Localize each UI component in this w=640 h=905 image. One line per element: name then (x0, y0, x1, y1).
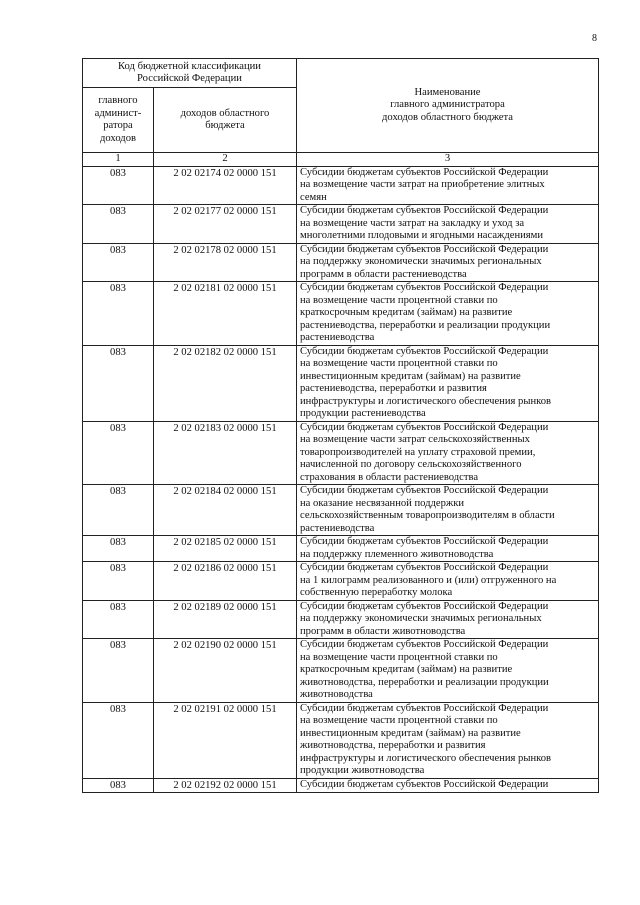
budget-classification-group-header (83, 59, 297, 88)
income-name-line: начисленной по договору сельскохозяйственного (300, 459, 522, 470)
header-line: админист- (94, 107, 142, 119)
admin-code-cell: 083 (83, 702, 154, 778)
table-row (83, 536, 599, 562)
income-name-line: инфраструктуры и логистического обеспечения рынков (300, 395, 552, 407)
income-code-cell: 2 02 02189 02 0000 151 (154, 600, 297, 639)
admin-code-cell: 083 (83, 600, 154, 639)
income-name-line: Субсидии бюджетам субъектов Российской Федерации (300, 166, 549, 178)
revenue-classification-table (82, 58, 599, 793)
admin-code-cell: 083 (83, 345, 154, 421)
income-name-line: на поддержку экономически значимых региональных (300, 613, 542, 624)
admin-code-cell: 083 (83, 536, 154, 562)
table-row (83, 702, 599, 778)
income-name-line: растениеводства, переработки и развития (300, 383, 487, 394)
income-code-cell: 2 02 02185 02 0000 151 (154, 536, 297, 562)
income-name-line: на возмещение части процентной ставки по (300, 358, 498, 369)
income-name-line: на возмещение части процентной ставки по (300, 715, 498, 726)
income-name-cell (297, 166, 599, 205)
income-name-line: на возмещение части процентной ставки по (300, 651, 498, 663)
income-name-line: программ в области растениеводства (300, 268, 467, 280)
income-name-cell (297, 702, 599, 778)
table-row (83, 243, 599, 282)
income-name-line: на поддержку племенного животноводства (300, 548, 494, 560)
header-line: ратора (103, 120, 133, 131)
income-name-line: семян (300, 191, 327, 203)
income-name-line: на оказание несвязанной поддержки (300, 497, 465, 509)
header-line: главного администратора (390, 99, 505, 111)
income-name-line: животноводства, переработки и развития (300, 740, 486, 751)
income-name-cell (297, 639, 599, 703)
header-line: доходов областного (180, 107, 270, 119)
income-name-line: Субсидии бюджетам субъектов Российской Федерации (300, 562, 549, 573)
income-name-cell (297, 345, 599, 421)
income-name-line: животноводства (300, 689, 373, 700)
table-row (83, 166, 599, 205)
income-name-line: инфраструктуры и логистического обеспечения рынков (300, 752, 552, 764)
income-name-cell (297, 243, 599, 282)
table-row (83, 345, 599, 421)
income-code-cell: 2 02 02177 02 0000 151 (154, 205, 297, 244)
income-name-line: растениеводства (300, 522, 375, 534)
table-row (83, 600, 599, 639)
income-name-line: Субсидии бюджетам субъектов Российской Федерации (300, 345, 549, 357)
income-name-line: краткосрочным кредитам (займам) на развитие (300, 664, 513, 675)
income-code-cell: 2 02 02190 02 0000 151 (154, 639, 297, 703)
income-name-cell (297, 205, 599, 244)
income-name-line: краткосрочным кредитам (займам) на развитие (300, 307, 513, 318)
income-name-line: на возмещение части затрат на закладку и уход за (300, 217, 525, 229)
table-row (83, 485, 599, 536)
income-name-cell (297, 485, 599, 536)
income-name-line: программ в области животноводства (300, 625, 466, 637)
income-code-cell: 2 02 02192 02 0000 151 (154, 778, 297, 793)
header-line: доходов областного бюджета (382, 111, 513, 123)
income-code-cell: 2 02 02184 02 0000 151 (154, 485, 297, 536)
admin-code-cell: 083 (83, 166, 154, 205)
admin-code-cell: 083 (83, 421, 154, 485)
income-code-cell: 2 02 02178 02 0000 151 (154, 243, 297, 282)
income-name-line: продукции животноводства (300, 765, 425, 776)
admin-code-cell: 083 (83, 485, 154, 536)
column-number-row (83, 153, 599, 167)
income-name-cell (297, 421, 599, 485)
income-name-line: животноводства, переработки и реализации продукции (300, 676, 549, 688)
header-line: доходов (100, 132, 136, 144)
income-name-line: растениеводства (300, 332, 375, 343)
admin-code-cell: 083 (83, 205, 154, 244)
income-name-line: Субсидии бюджетам субъектов Российской Федерации (300, 205, 549, 216)
income-name-line: товаропроизводителей на уплату страховой премии, (300, 446, 536, 458)
income-name-line: на возмещение части процентной ставки по (300, 294, 498, 306)
table-row (83, 778, 599, 793)
income-name-cell (297, 562, 599, 601)
income-name-line: на поддержку экономически значимых региональных (300, 256, 542, 267)
admin-code-cell: 083 (83, 282, 154, 346)
income-code-cell: 2 02 02191 02 0000 151 (154, 702, 297, 778)
table-header (83, 59, 599, 167)
table-body (83, 166, 599, 793)
income-code-cell: 2 02 02182 02 0000 151 (154, 345, 297, 421)
header-line: Российской Федерации (137, 73, 242, 84)
income-name-line: на 1 килограмм реализованного и (или) отгруженного на (300, 574, 557, 586)
income-name-line: растениеводства, переработки и реализации продукции (300, 319, 551, 331)
income-name-line: Субсидии бюджетам субъектов Российской Федерации (300, 536, 549, 547)
income-name-line: продукции растениеводства (300, 408, 426, 419)
header-line: Код бюджетной классификации (118, 60, 261, 72)
income-name-line: сельскохозяйственным товаропроизводителям в области (300, 510, 555, 521)
income-code-cell: 2 02 02183 02 0000 151 (154, 421, 297, 485)
income-name-line: Субсидии бюджетам субъектов Российской Федерации (300, 639, 549, 650)
income-name-line: Субсидии бюджетам субъектов Российской Федерации (300, 282, 549, 293)
table-row (83, 421, 599, 485)
income-name-line: многолетними плодовыми и ягодными насаждениями (300, 230, 544, 241)
income-name-cell (297, 778, 599, 793)
income-code-cell: 2 02 02174 02 0000 151 (154, 166, 297, 205)
income-name-line: Субсидии бюджетам субъектов Российской Федерации (300, 600, 549, 612)
table-row (83, 282, 599, 346)
column-number: 1 (83, 153, 154, 167)
income-name-line: на возмещение части затрат на приобретение элитных (300, 179, 545, 190)
income-name-line: на возмещение части затрат сельскохозяйственных (300, 434, 530, 445)
column-number: 3 (297, 153, 599, 167)
income-code-column-header (154, 88, 297, 153)
admin-code-cell: 083 (83, 639, 154, 703)
income-name-line: инвестиционным кредитам (займам) на развитие (300, 727, 521, 739)
admin-code-cell: 083 (83, 243, 154, 282)
income-name-line: Субсидии бюджетам субъектов Российской Федерации (300, 243, 549, 255)
income-name-line: Субсидии бюджетам субъектов Российской Федерации (300, 778, 549, 790)
income-name-line: Субсидии бюджетам субъектов Российской Федерации (300, 485, 549, 496)
table-row (83, 562, 599, 601)
header-line: бюджета (205, 120, 245, 131)
table-row (83, 639, 599, 703)
column-number: 2 (154, 153, 297, 167)
header-line: главного (98, 95, 138, 106)
admin-code-cell: 083 (83, 562, 154, 601)
admin-column-header (83, 88, 154, 153)
header-line: Наименование (414, 86, 481, 98)
income-name-cell (297, 536, 599, 562)
income-name-line: Субсидии бюджетам субъектов Российской Федерации (300, 702, 549, 714)
income-code-cell: 2 02 02181 02 0000 151 (154, 282, 297, 346)
name-column-header (297, 59, 599, 153)
income-name-line: страхования в области растениеводства (300, 471, 479, 483)
income-name-cell (297, 282, 599, 346)
income-code-cell: 2 02 02186 02 0000 151 (154, 562, 297, 601)
income-name-line: собственную переработку молока (300, 587, 453, 598)
income-name-line: Субсидии бюджетам субъектов Российской Федерации (300, 421, 549, 433)
income-name-line: инвестиционным кредитам (займам) на развитие (300, 370, 521, 382)
table-row (83, 205, 599, 244)
admin-code-cell: 083 (83, 778, 154, 793)
page-number: 8 (592, 33, 597, 44)
income-name-cell (297, 600, 599, 639)
